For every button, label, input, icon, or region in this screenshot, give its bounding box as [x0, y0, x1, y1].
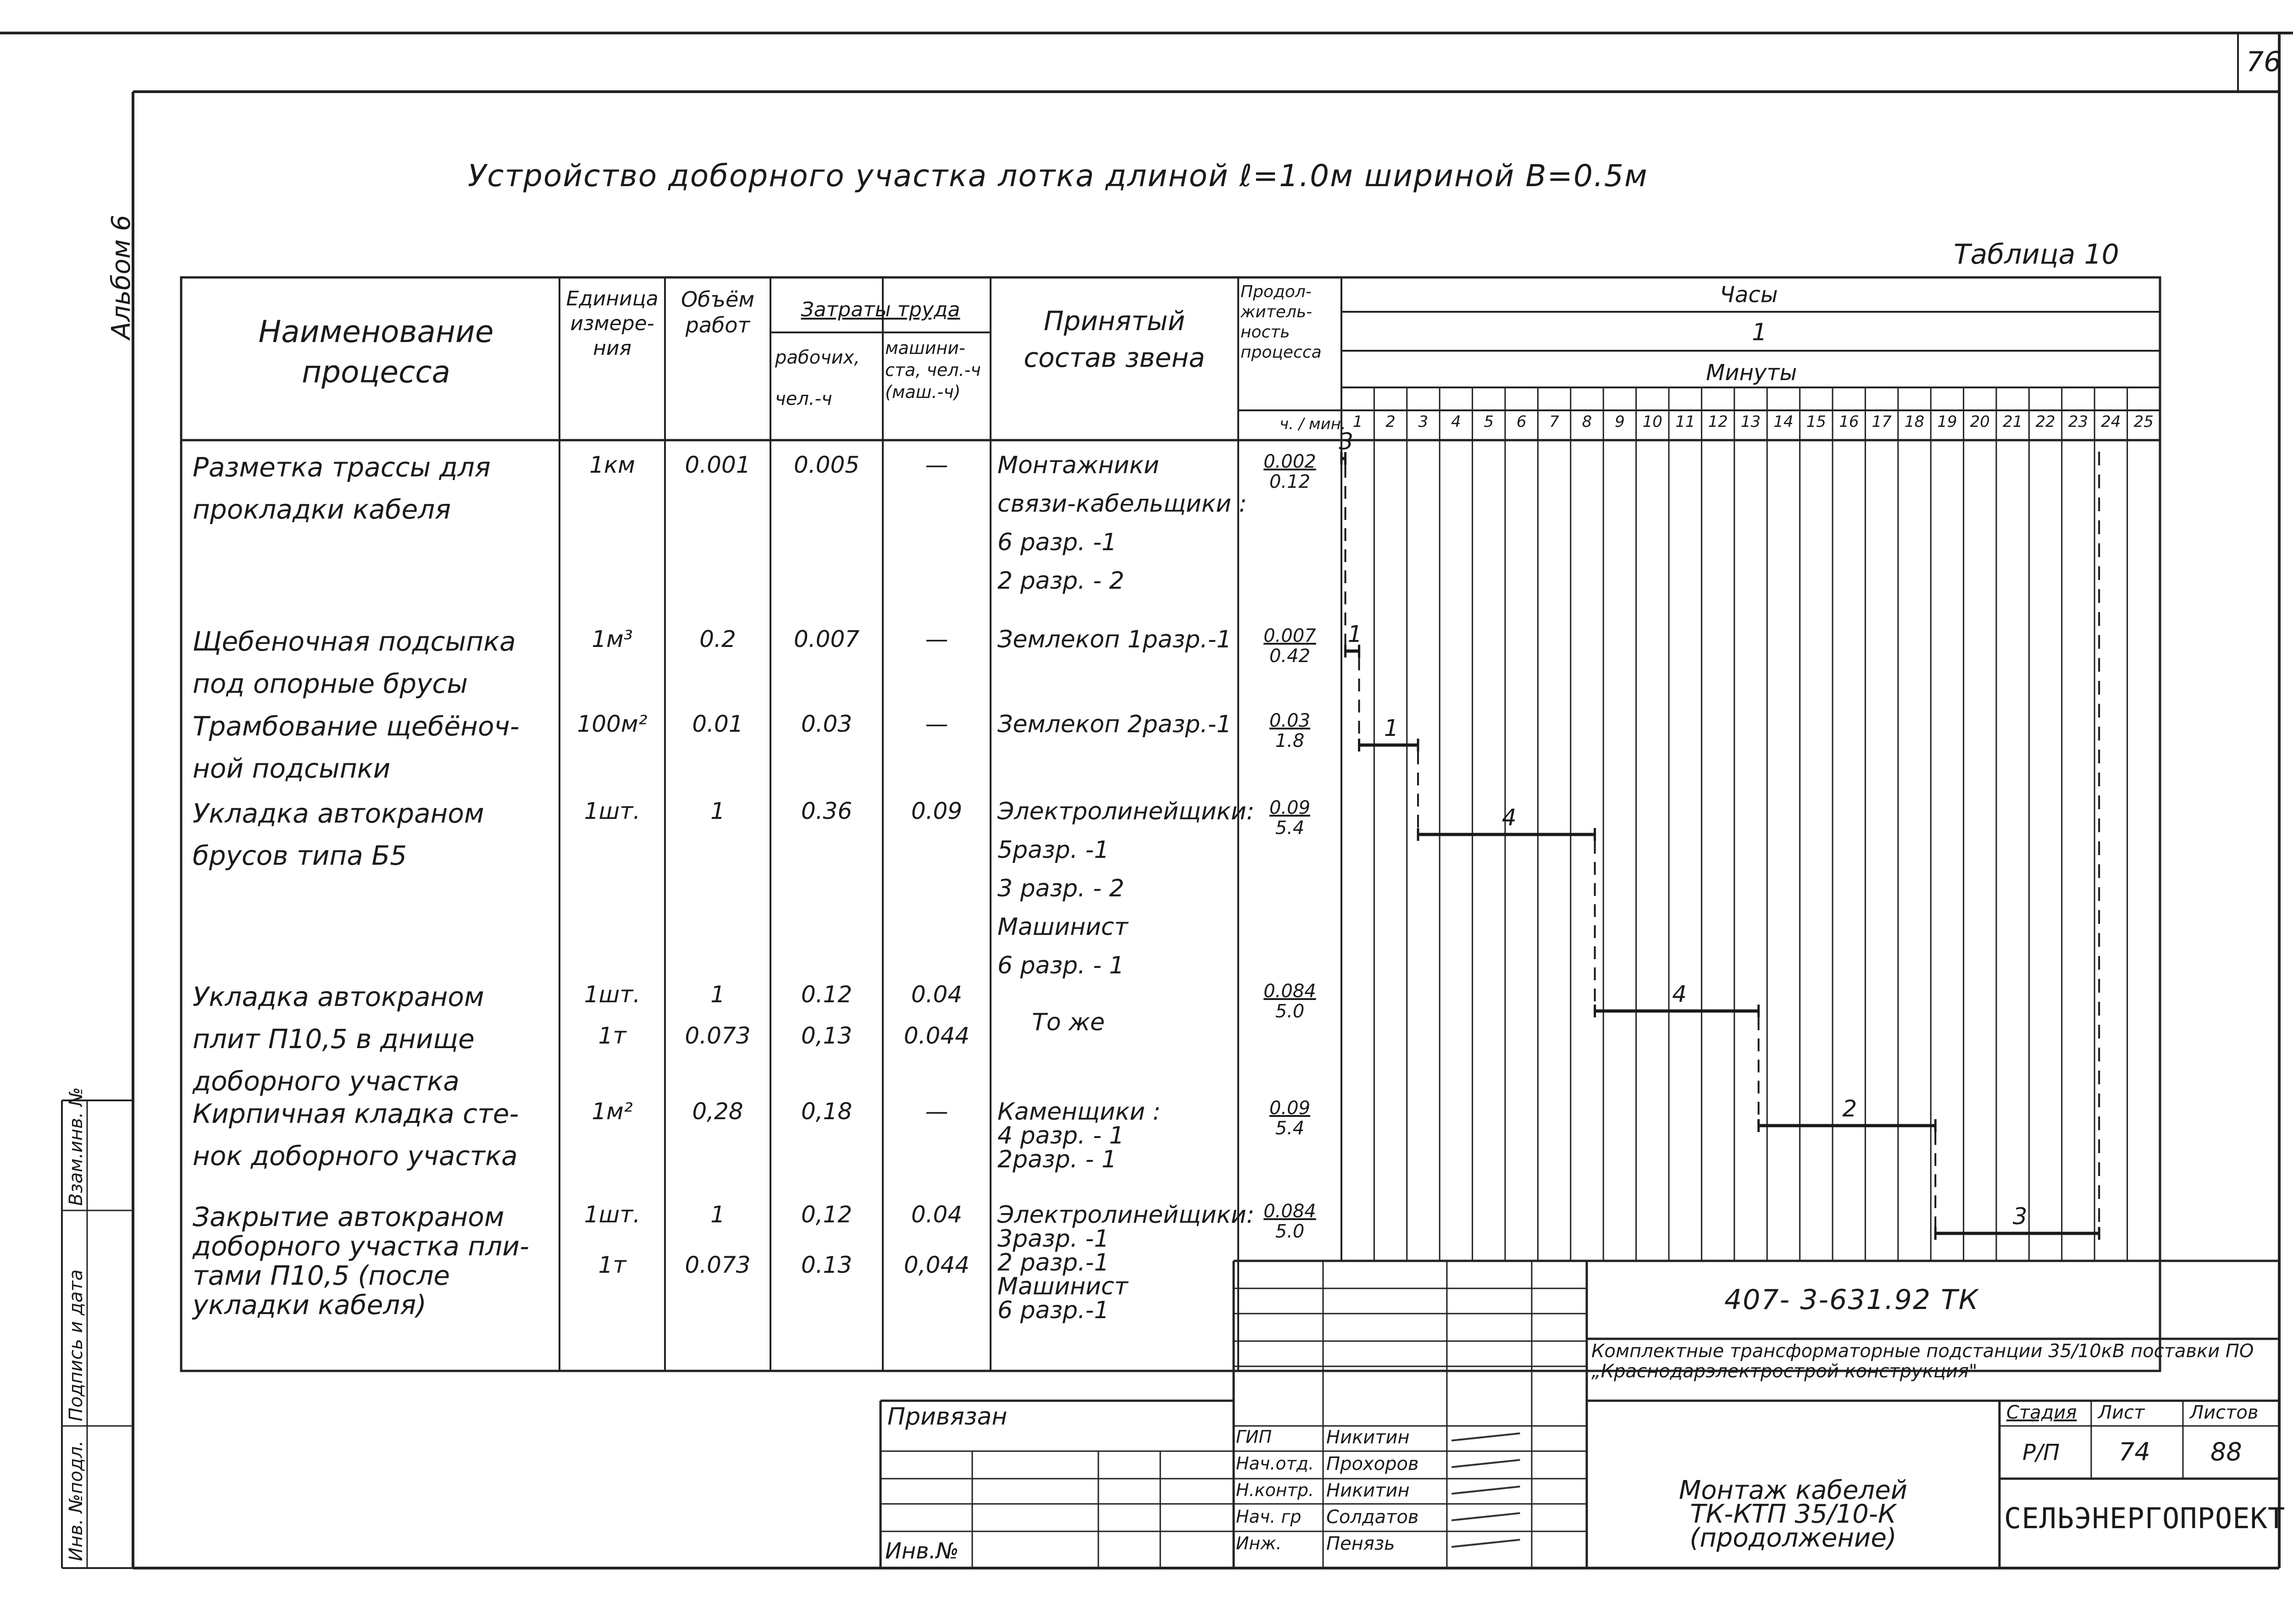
workers-value: 0.13 — [801, 1252, 853, 1278]
process-name-line: Трамбование щебёноч- — [193, 711, 520, 742]
unit-value: 1шт. — [584, 1201, 641, 1228]
process-name-line: укладки кабеля) — [193, 1289, 426, 1320]
staff-name: Никитин — [1326, 1480, 1410, 1501]
duration-hours: 0.09 — [1269, 1098, 1311, 1119]
duration-minutes: 5.4 — [1275, 818, 1305, 839]
staff-name: Прохоров — [1326, 1453, 1419, 1475]
gantt-bar-label: 1 — [1384, 715, 1399, 741]
process-name-line: под опорные брусы — [193, 668, 468, 699]
workers-value: 0.005 — [793, 452, 860, 478]
minute-column-label: 11 — [1675, 413, 1695, 431]
machinists-value: 0.044 — [903, 1022, 970, 1049]
header-labor-costs: Затраты труда — [801, 298, 960, 321]
document-code: 407- 3-631.92 ТК — [1724, 1284, 1979, 1316]
duration-hours: 0.09 — [1269, 797, 1311, 818]
gantt-bar-label: 3 — [2012, 1203, 2027, 1230]
minute-column-label: 16 — [1839, 413, 1859, 431]
machinists-value: — — [925, 626, 948, 652]
minute-column-label: 13 — [1740, 413, 1761, 431]
crew-line: 3 разр. - 2 — [997, 875, 1124, 902]
header-hours: Часы — [1720, 282, 1778, 308]
staff-name: Пенязь — [1326, 1533, 1395, 1554]
unit-value: 1м² — [592, 1098, 633, 1125]
crew-line: связи-кабельщики : — [997, 490, 1247, 518]
minute-column-label: 17 — [1872, 413, 1892, 431]
machinists-value: — — [925, 1098, 948, 1125]
crew-line: 6 разр. -1 — [997, 529, 1117, 556]
minute-column-label: 19 — [1937, 413, 1957, 431]
crew-line: Электролинейщики: — [997, 1201, 1255, 1229]
machinists-value: 0,044 — [903, 1252, 970, 1278]
gantt-bar-label: 4 — [1501, 804, 1517, 831]
duration-minutes: 0.42 — [1269, 646, 1311, 667]
workers-value: 0.007 — [793, 626, 860, 652]
machinists-value: — — [925, 452, 948, 478]
workers-value: 0,18 — [801, 1098, 853, 1125]
unit-value: 1шт. — [584, 798, 641, 824]
duration-minutes: 0.12 — [1269, 471, 1311, 492]
crew-line: 2разр. - 1 — [997, 1146, 1117, 1173]
sheets-value: 88 — [2210, 1437, 2242, 1466]
process-name-line: доборного участка пли- — [193, 1231, 529, 1262]
header-duration-unit: ч. / мин. — [1279, 415, 1346, 433]
process-name-line: Разметка трассы для — [193, 452, 491, 483]
minute-column-label: 8 — [1582, 413, 1592, 431]
minute-column-label: 9 — [1615, 413, 1625, 431]
document-description-text: Комплектные трансформаторные подстанции 35/10кВ поставки ПО „Краснодарэлектрострой конструкция" — [1591, 1341, 2254, 1382]
crew-line: 6 разр.-1 — [997, 1297, 1109, 1324]
album-label: Альбом 6 — [106, 215, 136, 339]
duration-hours: 0.03 — [1269, 710, 1311, 731]
duration-hours: 0.084 — [1263, 1201, 1316, 1222]
volume-value: 1 — [710, 981, 725, 1008]
process-name-line: Закрытие автокраном — [193, 1201, 504, 1232]
header-machinists-text: машини-ста, чел.-ч (маш.-ч) — [885, 338, 981, 402]
page-number: 76 — [2246, 46, 2282, 78]
process-name-line: тами П10,5 (после — [193, 1260, 450, 1291]
staff-role: ГИП — [1236, 1427, 1272, 1447]
unit-value: 1т — [598, 1022, 626, 1049]
header-minutes: Минуты — [1706, 360, 1797, 386]
sheets-label: Листов — [2190, 1402, 2259, 1423]
crew-line: Машинист — [997, 1273, 1128, 1300]
duration-hours: 0.084 — [1263, 981, 1316, 1002]
volume-value: 0.073 — [685, 1252, 751, 1278]
crew-line: Электролинейщики: — [997, 798, 1255, 825]
crew-line: 6 разр. - 1 — [997, 952, 1124, 979]
sheet-title-line-1: Монтаж кабелей — [1678, 1475, 1908, 1505]
sheet-title — [1591, 1475, 1995, 1553]
minute-column-label: 3 — [1418, 413, 1429, 431]
workers-value: 0.36 — [801, 798, 853, 824]
staff-role: Нач. гр — [1236, 1507, 1302, 1527]
minute-column-label: 18 — [1904, 413, 1925, 431]
header-crew-text: Принятый состав звена — [1024, 305, 1205, 373]
minute-column-label: 10 — [1642, 413, 1662, 431]
stage-label: Стадия — [2006, 1402, 2077, 1423]
gantt-bar-label: 2 — [1842, 1095, 1857, 1122]
gantt-bar-label: 3 — [1339, 428, 1354, 455]
minute-column-label: 24 — [2101, 413, 2121, 431]
crew-line: Каменщики : — [997, 1098, 1161, 1126]
header-duration-text: Продол-житель-ность процесса — [1241, 282, 1322, 362]
sheet-value: 74 — [2119, 1437, 2150, 1466]
header-hour-value: 1 — [1752, 319, 1767, 346]
process-name-line: Укладка автокраном — [193, 981, 484, 1012]
crew-line: Монтажники — [997, 452, 1159, 479]
crew-line: 2 разр.-1 — [997, 1249, 1109, 1276]
duration-minutes: 1.8 — [1275, 730, 1305, 751]
volume-value: 0.073 — [685, 1022, 751, 1049]
machinists-value: 0.04 — [911, 1201, 963, 1228]
process-name-line: ной подсыпки — [193, 753, 391, 784]
volume-value: 1 — [710, 798, 725, 824]
crew-line: Землекоп 2разр.-1 — [997, 711, 1232, 738]
volume-value: 0.001 — [685, 452, 751, 478]
process-name-line: Щебеночная подсыпка — [193, 626, 516, 657]
inv-podl-label: Инв. №подл. — [66, 1440, 87, 1561]
duration-hours: 0.002 — [1263, 451, 1316, 472]
signature-date-label: Подпись и дата — [66, 1269, 87, 1421]
crew-line: То же — [1032, 1009, 1105, 1036]
gantt-bar-label: 4 — [1672, 981, 1687, 1007]
workers-value: 0,13 — [801, 1022, 853, 1049]
process-name-line: прокладки кабеля — [193, 494, 451, 525]
minute-column-label: 20 — [1970, 413, 1990, 431]
vzam-inv-label: Взам.инв. № — [66, 1087, 87, 1206]
sheet-label: Лист — [2098, 1402, 2145, 1423]
unit-value: 100м² — [577, 711, 648, 737]
workers-value: 0.12 — [801, 981, 853, 1008]
bound-label: Привязан — [887, 1403, 1008, 1431]
unit-value: 1т — [598, 1252, 626, 1278]
process-name-line: доборного участка — [193, 1066, 460, 1097]
crew-line: 3разр. -1 — [997, 1225, 1109, 1253]
header-process-name-text: Наименование процесса — [258, 314, 494, 390]
staff-role: Н.контр. — [1236, 1480, 1314, 1500]
unit-value: 1шт. — [584, 981, 641, 1008]
volume-value: 0,28 — [692, 1098, 743, 1125]
minute-column-label: 12 — [1708, 413, 1728, 431]
minute-column-label: 6 — [1516, 413, 1527, 431]
minute-column-label: 5 — [1484, 413, 1494, 431]
duration-minutes: 5.0 — [1275, 1001, 1305, 1022]
page-title: Устройство доборного участка лотка длиной ℓ=1.0м шириной В=0.5м — [468, 158, 1648, 193]
header-workers-text: рабочих, чел.-ч — [775, 347, 860, 409]
process-name-line: Кирпичная кладка сте- — [193, 1098, 519, 1129]
volume-value: 0.01 — [692, 711, 743, 737]
crew-line: 4 разр. - 1 — [997, 1122, 1124, 1149]
machinists-value: 0.09 — [911, 798, 963, 824]
unit-value: 1м³ — [592, 626, 633, 652]
machinists-value: — — [925, 711, 948, 737]
crew-line: Машинист — [997, 913, 1128, 941]
gantt-bar-label: 1 — [1347, 621, 1363, 647]
organization-name: СЕЛЬЭНЕРГОПРОЕКТ — [2004, 1502, 2286, 1535]
duration-minutes: 5.4 — [1275, 1118, 1305, 1139]
minute-column-label: 22 — [2035, 413, 2055, 431]
process-name-line: брусов типа Б5 — [193, 840, 407, 871]
minute-column-label: 14 — [1773, 413, 1794, 431]
sheet-title-line-2: ТК-КТП 35/10-К — [1690, 1499, 1896, 1529]
workers-value: 0.03 — [801, 711, 853, 737]
staff-name: Солдатов — [1326, 1507, 1419, 1528]
staff-role: Инж. — [1236, 1533, 1282, 1553]
unit-value: 1км — [589, 452, 635, 478]
staff-role: Нач.отд. — [1236, 1453, 1314, 1474]
inv-label: Инв.№ — [885, 1538, 959, 1564]
duration-hours: 0.007 — [1263, 625, 1316, 646]
volume-value: 0.2 — [699, 626, 736, 652]
process-name-line: нок доборного участка — [193, 1140, 518, 1171]
crew-line: Землекоп 1разр.-1 — [997, 626, 1232, 653]
header-volume-text: Объём работ — [681, 287, 755, 337]
volume-value: 1 — [710, 1201, 725, 1228]
header-unit-text: Единица измере-ния — [566, 287, 659, 360]
minute-column-label: 25 — [2133, 413, 2154, 431]
crew-line: 5разр. -1 — [997, 836, 1109, 864]
duration-minutes: 5.0 — [1275, 1221, 1305, 1242]
machinists-value: 0.04 — [911, 981, 963, 1008]
workers-value: 0,12 — [801, 1201, 853, 1228]
process-name-line: плит П10,5 в днище — [193, 1023, 475, 1055]
crew-line: 2 разр. - 2 — [997, 567, 1124, 595]
document-description — [1591, 1341, 2275, 1381]
table-label: Таблица 10 — [1954, 238, 2119, 271]
minute-column-label: 1 — [1352, 413, 1363, 431]
staff-name: Никитин — [1326, 1427, 1410, 1448]
sheet-title-line-3: (продолжение) — [1689, 1523, 1897, 1553]
minute-column-label: 23 — [2068, 413, 2088, 431]
minute-column-label: 15 — [1806, 413, 1826, 431]
minute-column-label: 4 — [1451, 413, 1461, 431]
minute-column-label: 2 — [1385, 413, 1396, 431]
minute-column-label: 21 — [2003, 413, 2023, 431]
process-name-line: Укладка автокраном — [193, 798, 484, 829]
stage-value: Р/П — [2022, 1440, 2060, 1465]
minute-column-label: 7 — [1549, 413, 1559, 431]
